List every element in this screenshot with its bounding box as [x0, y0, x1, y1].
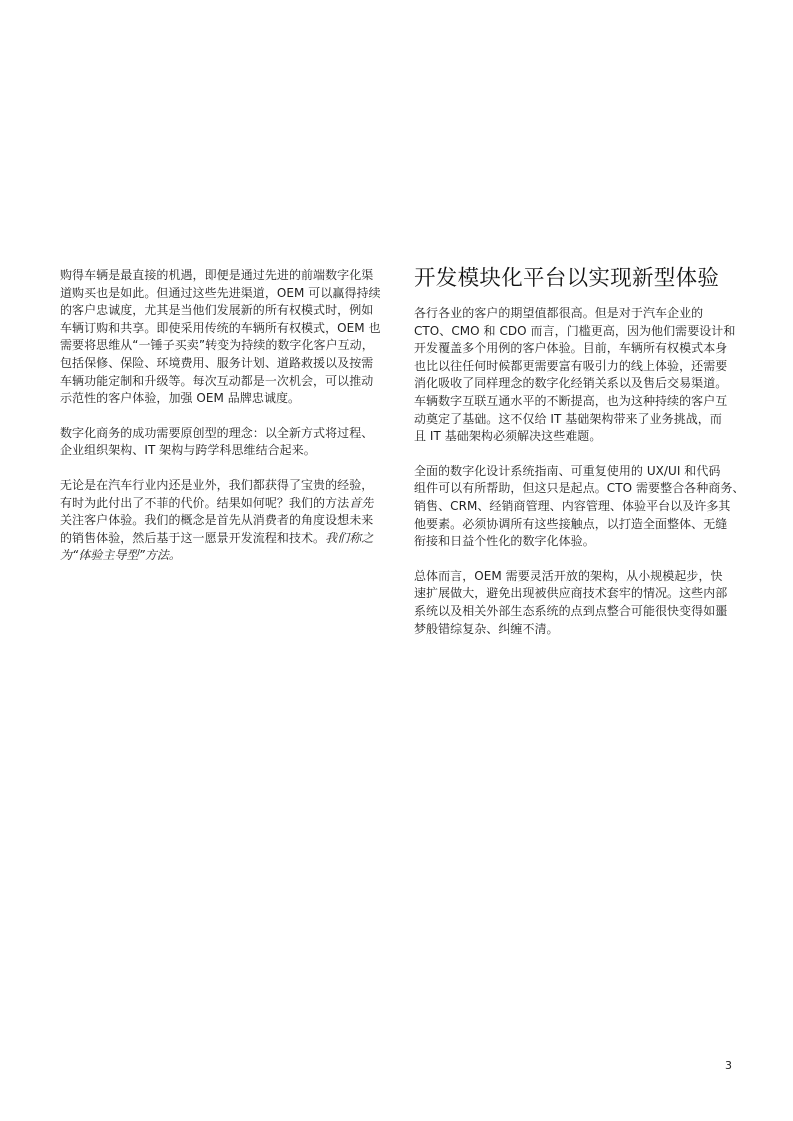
text-line: 他要素。必须协调所有这些接触点，以打造全面整体、无缝 — [414, 516, 728, 531]
text-line: 消化吸收了同样理念的数字化经销关系以及售后交易渠道。 — [414, 376, 728, 391]
text-line: 无论是在汽车行业内还是业外，我们都获得了宝贵的经验， — [60, 477, 374, 492]
text-line: 衔接和日益个性化的数字化体验。 — [414, 534, 595, 549]
text-line: 各行各业的客户的期望值都很高。但是对于汽车企业的 — [414, 306, 704, 320]
text-line: 梦般错综复杂、纠缠不清。 — [414, 621, 559, 636]
text-line: 总体而言，OEM 需要灵活开放的架构，从小规模起步，快 — [414, 568, 723, 583]
paragraph-expectations — [414, 305, 734, 446]
text-line — [60, 530, 382, 548]
page-number: 3 — [725, 1059, 732, 1072]
text-line: 动奠定了基础。这不仅给 IT 基础架构带来了业务挑战，而 — [414, 411, 722, 426]
paragraph-design-system — [414, 463, 745, 551]
right-column — [414, 264, 745, 655]
text-line: 车辆订购和共享。即使采用传统的车辆所有权模式，OEM 也 — [60, 320, 381, 335]
text-line: 也比以往任何时候都更需要富有吸引力的线上体验，还需要 — [414, 358, 728, 373]
text-line: 需要将思维从“一锤子买卖”转变为持续的数字化客户互动， — [60, 338, 374, 353]
italic-emphasis: 首先 — [349, 495, 374, 510]
text-line — [60, 495, 382, 513]
text-line: 速扩展做大，避免出现被供应商技术套牢的情况。这些内部 — [414, 586, 728, 601]
text-line: 包括保修、保险、环境费用、服务计划、道路救援以及按需 — [60, 355, 374, 370]
text-line: 的客户忠诚度，尤其是当他们发展新的所有权模式时，例如 — [60, 303, 374, 318]
text-line: 开发覆盖多个用例的客户体验。目前，车辆所有权模式本身 — [414, 341, 728, 356]
left-column — [60, 267, 382, 582]
text-line: 企业组织架构、IT 架构与跨学科思维结合起来。 — [60, 443, 316, 458]
text-line: 组件可以有所帮助，但这只是起点。CTO 需要整合各种商务、 — [414, 481, 745, 496]
text-line: 购得车辆是最直接的机遇，即便是通过先进的前端数字化渠 — [60, 268, 374, 282]
text-line: 数字化商务的成功需要原创型的理念：以全新方式将过程、 — [60, 425, 374, 440]
text-line: 关注客户体验。我们的概念是首先从消费者的角度设想未来 — [60, 513, 374, 528]
paragraph-channels — [60, 267, 382, 408]
paragraph-experience-led — [60, 477, 382, 565]
text-line: 车辆数字互联互通水平的不断提高，也为这种持续的客户互 — [414, 393, 728, 408]
section-heading: 开发模块化平台以实现新型体验 — [414, 266, 720, 291]
text-line: 销售、CRM、经销商管理、内容管理、体验平台以及许多其 — [414, 498, 731, 513]
text-line: CTO、CMO 和 CDO 而言，门槛更高，因为他们需要设计和 — [414, 323, 736, 338]
text-line: 且 IT 基础架构必须解决这些难题。 — [414, 429, 602, 444]
text-line: 全面的数字化设计系统指南、可重复使用的 UX/UI 和代码 — [414, 463, 721, 478]
text-line: 道购买也是如此。但通过这些先进渠道，OEM 可以赢得持续 — [60, 285, 381, 300]
text-segment: 有时为此付出了不菲的代价。结果如何呢？我们的方法 — [60, 495, 350, 510]
text-segment: 的销售体验，然后基于这一愿景开发流程和技术。 — [60, 530, 326, 545]
paragraph-architecture — [414, 568, 734, 638]
paragraph-original-thinking — [60, 425, 382, 460]
text-line: 车辆功能定制和升级等。每次互动都是一次机会，可以推动 — [60, 373, 374, 388]
text-line: 系统以及相关外部生态系统的点到点整合可能很快变得如噩 — [414, 603, 728, 618]
text-line: 为“体验主导型”方法。 — [60, 548, 181, 563]
italic-emphasis: 我们称之 — [325, 530, 374, 545]
text-line: 示范性的客户体验，加强 OEM 品牌忠诚度。 — [60, 391, 301, 406]
